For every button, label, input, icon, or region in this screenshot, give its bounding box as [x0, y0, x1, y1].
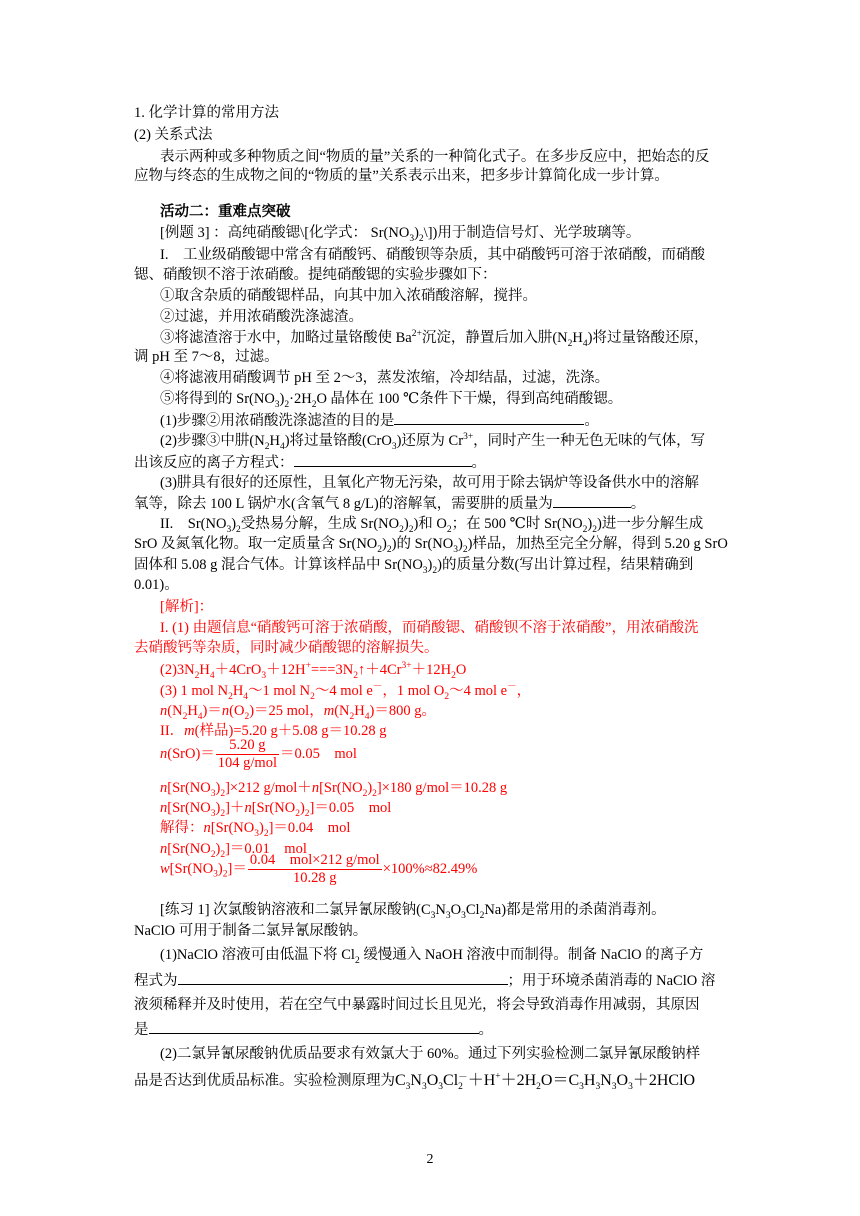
analysis-3: (3) 1 mol $N_2H_4\sim 1$ mol $N_2\sim 4$ mol e－，1 mol $O_2\sim 4$ mol e－， — [160, 682, 532, 702]
intro-line-1: 表示两种或多种物质之间“物质的量”关系的一种简化式子。在多步反应中，把始态的反 — [160, 149, 710, 165]
question-1: (1)步骤②用浓硝酸洗涤滤渣的目的是 。 — [160, 410, 760, 431]
part2-line-3: 固体和 5.08 g 混合气体。计算该样品中 $Sr(NO_3)_2$)的质量分数(写出计算过程，结果精确到 — [134, 557, 694, 576]
step-4: ④将滤液用硝酸调节 pH 至 2～3，蒸发浓缩，冷却结晶，过滤，洗涤。 — [160, 370, 610, 386]
sub-title: (2) 关系式法 — [134, 127, 213, 143]
fraction: $\frac{5.20 g}{\text{104 g/mol}}$ — [217, 737, 277, 771]
part1-line-1: I. 工业级硝酸锶中常含有硝酸钙、硝酸钡等杂质，其中硝酸钙可溶于浓硝酸，而硝酸 — [160, 247, 705, 263]
answer-blank[interactable] — [553, 493, 631, 508]
step-3: ③将滤渣溶于水中，加略过量铬酸使 $Ba^{2+}$沉淀，静置后加入肼$(N_2H_4)$将过量铬酸还原， — [160, 329, 709, 349]
analysis-1: I. (1) 由题信息“硝酸钙可溶于浓硝酸，而硝酸锶、硝酸钡不溶于浓硝酸”，用浓硝酸洗 — [160, 620, 699, 636]
practice-q1-cont: 程式为 ；用于环境杀菌消毒的 NaClO 溶 — [134, 970, 734, 991]
analysis-sro: n(SrO)＝ $\frac{5.20 g}{\text{104 g/mol}}$ ＝0.05 mol — [160, 737, 357, 771]
question-3-cont: 氧等，除去 100 L 锅炉水(含氧气 8 g/L)的溶解氧，需要肼的质量为 。 — [134, 493, 734, 514]
practice-q1: (1)NaClO 溶液可由低温下将 $Cl_2$ 缓慢通入 NaOH 溶液中而制得。制备 NaClO 的离子方 — [160, 947, 704, 966]
analysis-2: $(2)3N_2H_4+4CrO_3+12H^+===3N_2↑+4Cr^{3+}+12H_2O$ — [160, 661, 467, 681]
example-stem: [例题 3] ：高纯硝酸锶\[化学式： $Sr(NO_3)_2\backslash$])用于制造信号灯、光学玻璃等。 — [160, 225, 641, 244]
section-title: 1. 化学计算的常用方法 — [134, 105, 279, 121]
fraction: $\frac{\text{0.04 mol×212 g/mol}}{10.28 g}$ — [249, 852, 380, 886]
answer-blank[interactable] — [149, 1019, 479, 1034]
question-2: (2)步骤③中肼$(N_2H_4)$将过量铬酸(CrO$_3$)还原为 $Cr^{3+}$，同时产生一种无色无味的气体，写 — [160, 432, 706, 452]
analysis-mass-fraction: $w[Sr(NO_3)_2]=$ $\frac{\text{0.04 mol×212 g/mol}}{10.28 g}$ ×100%≈82.49% — [160, 852, 478, 886]
answer-blank[interactable] — [394, 410, 584, 425]
reaction-equation: $C_3N_3O_3Cl$ － 2 $+H^++2H_2O=C_3H_3N_3O_3+2HClO$ — [395, 1071, 696, 1093]
step-3-cont: 调 pH 至 7～8，过滤。 — [134, 349, 279, 365]
analysis-3-cont: $n(N_2H_4)=n(O_2)=25$ mol，$m(N_2H_4)=800$ g。 — [160, 703, 436, 722]
analysis-1-cont: 去硝酸钙等杂质，同时减少硝酸锶的溶解损失。 — [134, 640, 439, 656]
practice-q2: (2)二氯异氰尿酸钠优质品要求有效氯大于 60%。通过下列实验检测二氯异氰尿酸钠样 — [160, 1046, 701, 1062]
analysis-solve: 解得：$n[Sr(NO_3)_2]=0.04$ mol — [160, 820, 351, 839]
analysis-label: [解析]： — [160, 599, 214, 615]
step-5: ⑤将得到的 $Sr(NO_3)_2\cdot 2H_2O$ 晶体在 100 ℃条件下干燥，得到高纯硝酸锶。 — [160, 391, 623, 410]
practice-q1-line-4: 是 。 — [134, 1019, 734, 1040]
intro-line-2: 应物与终态的生成物之间的“物质的量”关系表示出来，把多步计算简化成一步计算。 — [134, 168, 669, 184]
practice-line-1: [练习 1] 次氯酸钠溶液和二氯异氰尿酸钠$(C_3N_3O_3Cl_2Na)$都是常用的杀菌消毒剂。 — [160, 902, 666, 921]
step-1: ①取含杂质的硝酸锶样品，向其中加入浓硝酸溶解，搅拌。 — [160, 288, 537, 304]
analysis-eq-2: $n[Sr(NO_3)_2]+n[Sr(NO_2)_2]=0.05$ mol — [160, 800, 392, 819]
question-3: (3)肼具有很好的还原性，且氧化产物无污染，故可用于除去锅炉等设备供水中的溶解 — [160, 475, 699, 491]
page-number: 2 — [426, 1152, 434, 1167]
answer-blank[interactable] — [294, 452, 472, 467]
analysis-mass: II．m(样品)=5.20 g＋5.08 g＝10.28 g — [160, 723, 387, 739]
question-2-cont: 出该反应的离子方程式： 。 — [134, 452, 734, 473]
part1-line-2: 锶、硝酸钡不溶于浓硝酸。提纯硝酸锶的实验步骤如下： — [134, 267, 497, 283]
part2-line-2: SrO 及氮氧化物。取一定质量含 $Sr(NO_2)_2$)的 $Sr(NO_3)_2$)样品，加热至完全分解，得到 5.20 g SrO — [134, 536, 728, 555]
analysis-solve-2: $n[Sr(NO_2)_2]=0.01$ mol — [160, 841, 307, 860]
activity-title: 活动二：重难点突破 — [160, 204, 291, 220]
step-2: ②过滤，并用浓硝酸洗涤滤渣。 — [160, 309, 363, 325]
part2-line-4: 0.01)。 — [134, 577, 179, 593]
practice-q1-line-3: 液须稀释并及时使用，若在空气中暴露时间过长且见光，将会导致消毒作用减弱，其原因 — [134, 997, 700, 1013]
practice-line-2: NaClO 可用于制备二氯异氰尿酸钠。 — [134, 923, 368, 939]
answer-blank[interactable] — [178, 970, 508, 985]
practice-q2-cont: 品是否达到优质品标准。实验检测原理为$C_3N_3O_3Cl$ － 2 $+H^++2H_2O=C_3H_3N_3O_3+2HClO$ — [134, 1071, 696, 1093]
part2-line-1: II. $Sr(NO_3)_2$受热易分解，生成 $Sr(NO_2)_2$)和 $O_2$；在 500 ℃时 $Sr(NO_2)_2$)进一步分解生成 — [160, 516, 704, 535]
analysis-eq-1: $n[Sr(NO_3)_2]\times 212$ $g/mol+n[Sr(NO_2)_2]\times 180$ g/mol＝10.28 g — [160, 780, 508, 799]
